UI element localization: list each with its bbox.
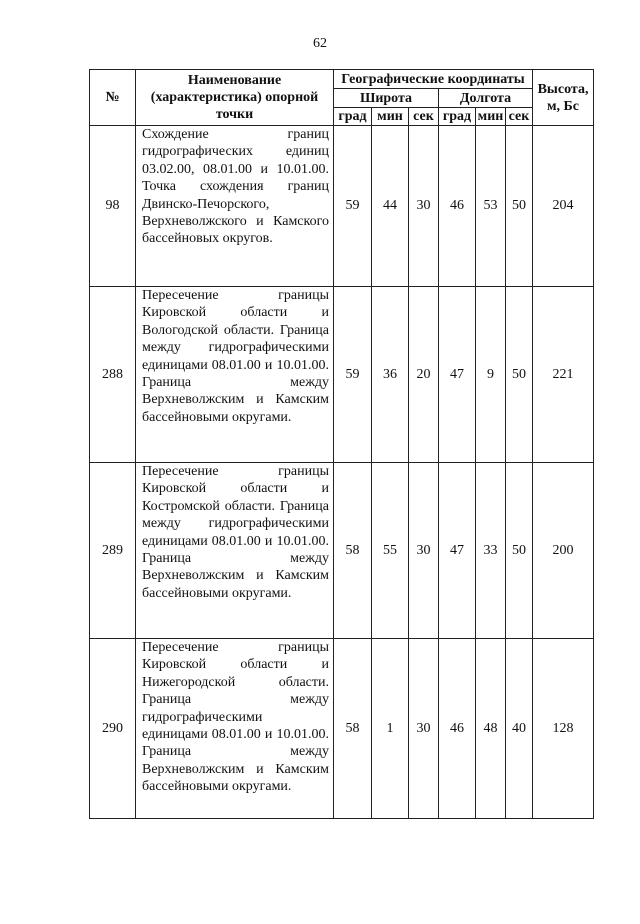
header-height: Высота, м, Бс: [533, 70, 594, 126]
row-description: Пересечение границы Кировской области и Вологодской области. Граница между гидрографическими единицами 08.01.00 и 10.01.00. Граница между Верхневолжским и Камским бассейновыми округами.: [136, 287, 334, 463]
lon-sec: 50: [506, 126, 533, 287]
row-height: 204: [533, 126, 594, 287]
lon-min: 33: [476, 463, 506, 639]
row-number: 98: [90, 126, 136, 287]
header-lat-min: мин: [372, 108, 409, 126]
header-lat-sec: сек: [409, 108, 439, 126]
table-row: [90, 463, 594, 639]
row-height: 221: [533, 287, 594, 463]
lon-deg: 47: [439, 463, 476, 639]
lat-deg: 59: [334, 287, 372, 463]
header-name: Наименование (характеристика) опорной точки: [136, 70, 334, 126]
lat-sec: 30: [409, 463, 439, 639]
lat-deg: 59: [334, 126, 372, 287]
lat-sec: 30: [409, 639, 439, 819]
header-lat-deg: град: [334, 108, 372, 126]
lat-min: 1: [372, 639, 409, 819]
lon-sec: 50: [506, 287, 533, 463]
lat-min: 44: [372, 126, 409, 287]
page-number: 62: [313, 36, 327, 51]
lat-sec: 30: [409, 126, 439, 287]
row-description: Пересечение границы Кировской области и Костромской области. Граница между гидрографическими единицами 08.01.00 и 10.01.00. Граница между Верхневолжским и Камским бассейновыми округами.: [136, 463, 334, 639]
lon-sec: 50: [506, 463, 533, 639]
table-row: [90, 287, 594, 463]
row-description: Схождение границ гидрографических единиц 03.02.00, 08.01.00 и 10.01.00. Точка схождения границ Двинско-Печорского, Верхневолжского и Камского бассейновых округов.: [136, 126, 334, 287]
lat-min: 36: [372, 287, 409, 463]
table-row: [90, 126, 594, 287]
row-number: 290: [90, 639, 136, 819]
header-lon-deg: град: [439, 108, 476, 126]
row-number: 288: [90, 287, 136, 463]
header-latitude: Широта: [334, 89, 439, 108]
lon-min: 53: [476, 126, 506, 287]
lon-deg: 46: [439, 639, 476, 819]
header-geo-coordinates: Географические координаты: [334, 70, 533, 89]
lon-sec: 40: [506, 639, 533, 819]
row-number: 289: [90, 463, 136, 639]
lat-sec: 20: [409, 287, 439, 463]
header-lon-sec: сек: [506, 108, 533, 126]
lon-min: 9: [476, 287, 506, 463]
row-height: 128: [533, 639, 594, 819]
table-row: [90, 639, 594, 819]
lat-deg: 58: [334, 463, 372, 639]
lon-deg: 47: [439, 287, 476, 463]
header-number: №: [90, 70, 136, 126]
header-longitude: Долгота: [439, 89, 533, 108]
row-height: 200: [533, 463, 594, 639]
lon-min: 48: [476, 639, 506, 819]
lat-deg: 58: [334, 639, 372, 819]
coordinates-table: [89, 69, 594, 819]
row-description: Пересечение границы Кировской области и Нижегородской области. Граница между гидрографическими единицами 08.01.00 и 10.01.00. Граница между Верхневолжским и Камским бассейновыми округами.: [136, 639, 334, 819]
header-lon-min: мин: [476, 108, 506, 126]
lon-deg: 46: [439, 126, 476, 287]
lat-min: 55: [372, 463, 409, 639]
